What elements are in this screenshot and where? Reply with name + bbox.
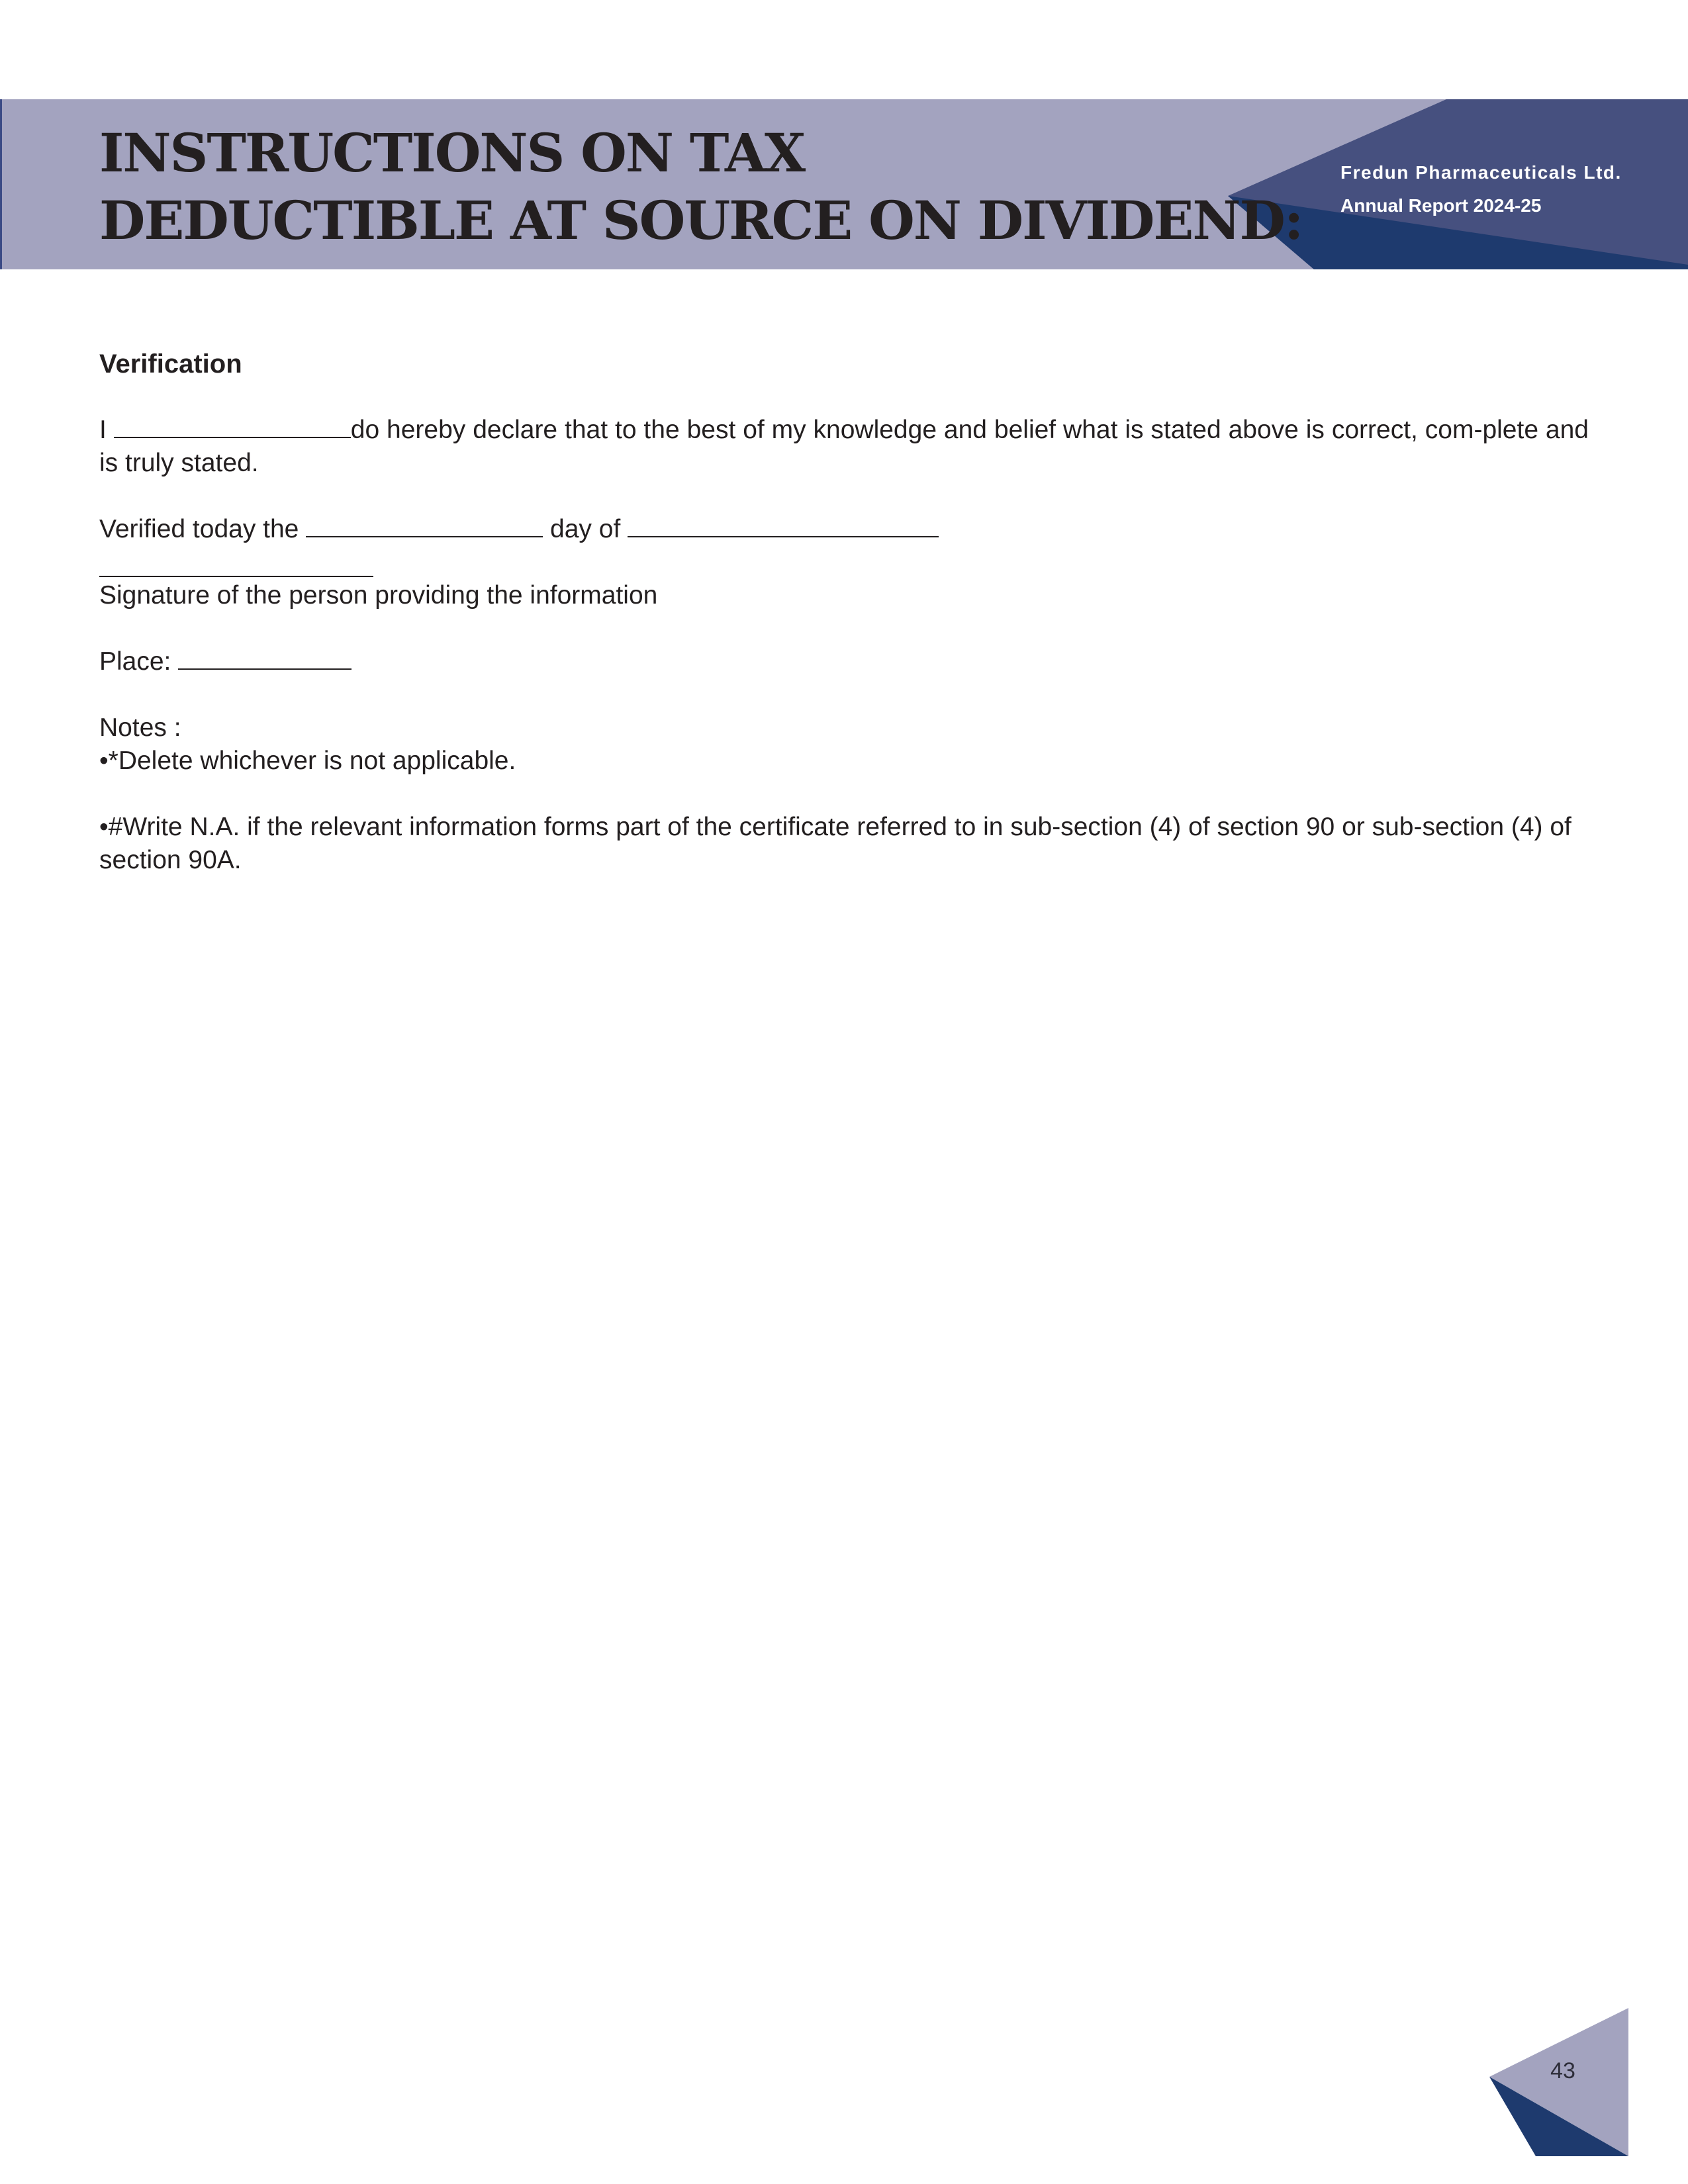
day-blank-field[interactable] [306,514,543,537]
place-line [99,645,1589,678]
corner-triangle-graphic [1483,2005,1635,2164]
notes-heading: Notes : [99,713,181,742]
main-content [99,347,1589,877]
declaration-prefix: I [99,416,114,444]
signature-line[interactable] [99,576,373,577]
month-blank-field[interactable] [628,514,939,537]
page-title [99,119,1302,254]
page-number: 43 [1550,2058,1575,2083]
declaration-paragraph [99,414,1589,480]
page-title-line-2: DEDUCTIBLE AT SOURCE ON DIVIDEND: [99,189,1303,251]
verification-heading: Verification [99,349,242,379]
declaration-text: do hereby declare that to the best of my knowledge and belief what is stated above is correct, com-plete and is truly stated. [99,416,1589,477]
place-label: Place: [99,647,179,676]
company-name: Fredun Pharmaceuticals Ltd. [1340,162,1622,183]
verified-prefix: Verified today the [99,515,306,543]
verified-line [99,513,1589,546]
note-item: •#Write N.A. if the relevant information forms part of the certificate referred to in sub-section (4) of section 90 or sub-section (4) of section 90A. [99,813,1571,874]
verified-middle: day of [543,515,628,543]
place-blank-field[interactable] [178,646,352,670]
note-item: •*Delete whichever is not applicable. [99,747,516,775]
page-title-line-1: INSTRUCTIONS ON TAX [99,122,805,184]
report-name: Annual Report 2024-25 [1340,195,1542,216]
header-brand [1340,156,1622,222]
name-blank-field[interactable] [114,414,351,438]
signature-label: Signature of the person providing the information [99,581,658,610]
